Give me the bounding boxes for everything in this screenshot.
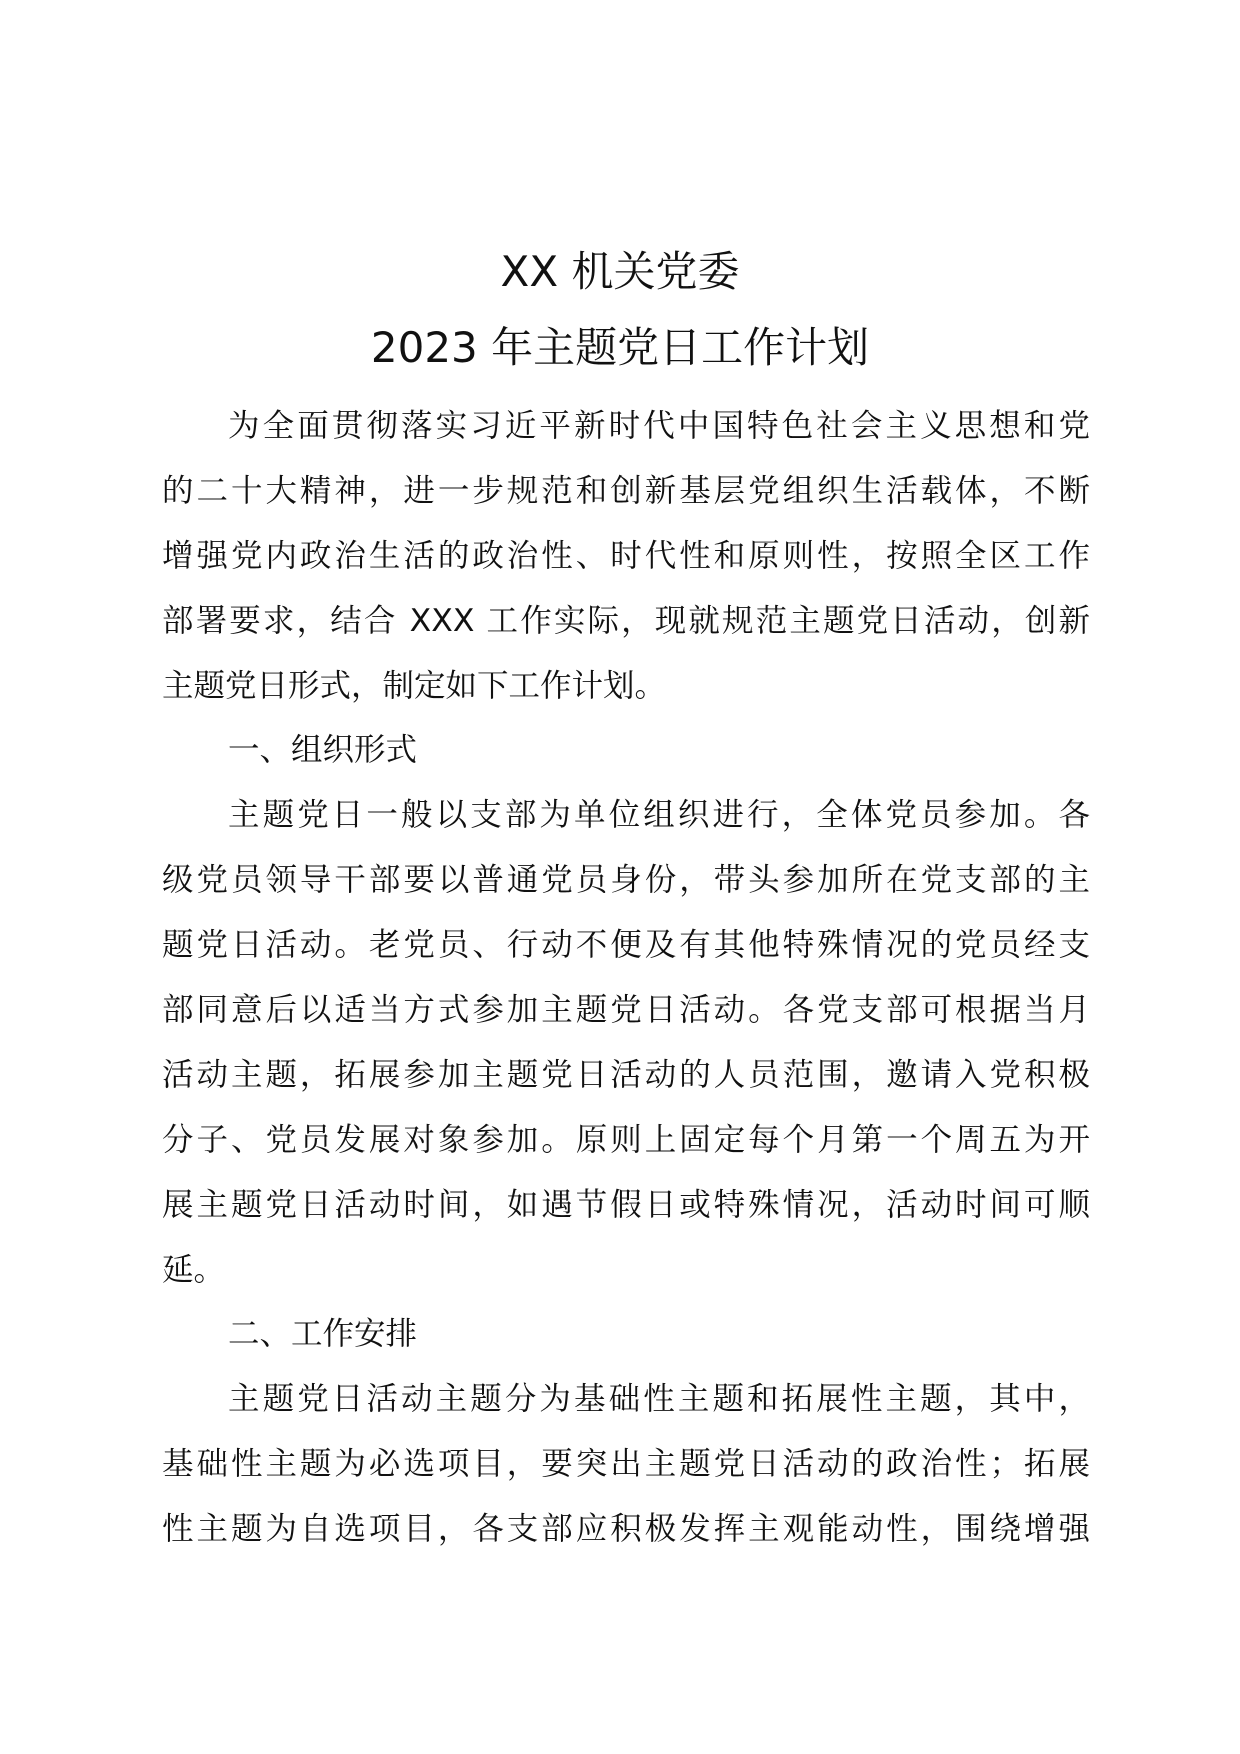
arrangement-paragraph	[162, 1367, 1090, 1562]
text-line: 部同意后以适当方式参加主题党日活动。各党支部可根据当月	[162, 992, 1090, 1028]
text-line: 增强党内政治生活的政治性、时代性和原则性，按照全区工作	[162, 538, 1090, 574]
text-line: 主题党日一般以支部为单位组织进行，全体党员参加。各	[228, 797, 1090, 833]
document-title-line-1: XX 机关党委	[500, 247, 740, 296]
section-heading-text: 一、组织形式	[228, 732, 418, 768]
text-line: 级党员领导干部要以普通党员身份，带头参加所在党支部的主	[162, 862, 1090, 898]
intro-paragraph	[162, 394, 1090, 719]
text-line: 的二十大精神，进一步规范和创新基层党组织生活载体，不断	[162, 473, 1090, 509]
text-line: 主题党日形式，制定如下工作计划。	[162, 668, 667, 704]
section-heading-text: 二、工作安排	[228, 1316, 418, 1352]
text-line: 性主题为自选项目，各支部应积极发挥主观能动性，围绕增强	[162, 1511, 1090, 1547]
text-line: 为全面贯彻落实习近平新时代中国特色社会主义思想和党	[228, 408, 1090, 444]
document-title-line-2: 2023 年主题党日工作计划	[370, 323, 870, 372]
text-line: 活动主题，拓展参加主题党日活动的人员范围，邀请入党积极	[162, 1057, 1090, 1093]
text-line: 展主题党日活动时间，如遇节假日或特殊情况，活动时间可顺	[162, 1187, 1090, 1223]
organization-paragraph	[162, 783, 1090, 1303]
text-line: 部署要求，结合 XXX 工作实际，现就规范主题党日活动，创新	[162, 603, 1090, 639]
text-line: 延。	[162, 1252, 226, 1288]
text-line: 题党日活动。老党员、行动不便及有其他特殊情况的党员经支	[162, 927, 1090, 963]
text-line: 分子、党员发展对象参加。原则上固定每个月第一个周五为开	[162, 1122, 1090, 1158]
text-line: 主题党日活动主题分为基础性主题和拓展性主题，其中，	[228, 1381, 1090, 1417]
section-heading-organization	[162, 718, 1090, 783]
text-line: 基础性主题为必选项目，要突出主题党日活动的政治性；拓展	[162, 1446, 1090, 1482]
section-heading-arrangement	[162, 1302, 1090, 1367]
